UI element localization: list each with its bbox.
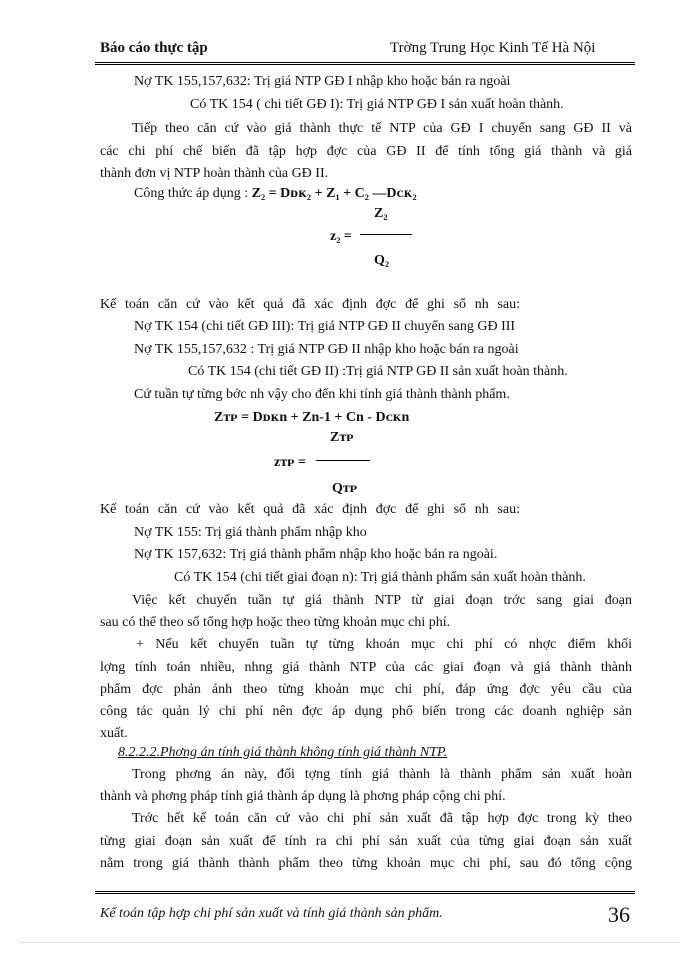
paragraph-line: Kế toán căn cứ vào kết quả đã xác định đợc để ghi sổ nh sau:	[100, 502, 520, 517]
section-heading: 8.2.2.2.Phơng án tính giá thành không tính giá thành NTP.	[118, 745, 448, 760]
paragraph-line: nằm trong giá thành thành phẩm theo từng khoản mục chi phí, sau đó tổng cộng	[100, 856, 632, 871]
paragraph-line: lợng tính toán nhiều, nhng giá thành NTP của các giai đoạn và giá thành thành	[100, 660, 632, 675]
paragraph-line: từng giai đoạn sản xuất để tính ra chi phí sản xuất của từng giai đoạn sản xuất	[100, 834, 632, 849]
text-line: Nợ TK 155,157,632: Trị giá NTP GĐ I nhập kho hoặc bán ra ngoài	[134, 74, 511, 89]
page-number: 36	[608, 902, 630, 927]
fraction-bar	[360, 234, 412, 235]
footer-title: Kế toán tập hợp chi phí sản xuất và tính giá thành sản phẩm.	[100, 906, 443, 921]
paragraph-line: Trớc hết kế toán căn cứ vào chi phí sản xuất đã tập hợp đợc trong kỳ theo	[132, 811, 632, 826]
fraction-denominator: Q₂	[374, 253, 390, 268]
fraction-bar	[316, 460, 370, 461]
page-bottom-border	[20, 942, 680, 943]
formula-label: Công thức áp dụng :	[134, 186, 252, 201]
formula-expression: Z₂ = Dᴅᴋ₂ + Z₁ + C₂ —Dᴄᴋ₂	[251, 186, 417, 201]
paragraph-line: thành đơn vị NTP hoàn thành của GĐ II.	[100, 166, 329, 181]
paragraph-line: + Nếu kết chuyển tuần tự từng khoản mục chi phí có nhợc điểm khối	[136, 637, 632, 652]
text-line: Nợ TK 155: Trị giá thành phẩm nhập kho	[134, 525, 367, 540]
text-line: Có TK 154 (chi tiết GĐ II) :Trị giá NTP GĐ II sản xuất hoàn thành.	[188, 364, 568, 379]
paragraph-line: Trong phơng án này, đối tợng tính giá thành là thành phẩm sản xuất hoàn	[132, 767, 632, 782]
text-line: Nợ TK 155,157,632 : Trị giá NTP GĐ II nhập kho hoặc bán ra ngoài	[134, 342, 519, 357]
paragraph-line: thành và phơng pháp tính giá thành áp dụng là phơng pháp cộng chi phí.	[100, 789, 506, 804]
header-school-name: Trờng Trung Học Kinh Tế Hà Nội	[390, 40, 596, 56]
paragraph-line: Tiếp theo căn cứ vào giá thành thực tế NTP của GĐ I chuyển sang GĐ II và	[132, 121, 632, 136]
text-line: Nợ TK 154 (chi tiết GĐ III): Trị giá NTP GĐ II chuyển sang GĐ III	[134, 319, 516, 334]
header-divider	[95, 62, 635, 65]
paragraph-line: Việc kết chuyển tuần tự giá thành NTP từ giai đoạn trớc sang giai đoạn	[132, 593, 632, 608]
formula-line	[134, 186, 417, 202]
text-line: Có TK 154 ( chi tiết GĐ I): Trị giá NTP GĐ I sản xuất hoàn thành.	[190, 97, 564, 112]
paragraph-line: phẩm đợc phản ánh theo từng khoản mục chi phí, đáp ứng đợc yêu cầu của	[100, 682, 632, 697]
fraction-lhs: zᴛᴘ =	[274, 455, 306, 470]
paragraph-line: sau có thể theo số tổng hợp hoặc theo từng khoản mục chi phí.	[100, 615, 451, 630]
formula-expression: Zᴛᴘ = Dᴅᴋn + Zn-1 + Cn - Dᴄᴋn	[214, 410, 410, 425]
footer-divider	[95, 891, 635, 894]
fraction-denominator: Qᴛᴘ	[332, 481, 358, 496]
text-line: Cứ tuần tự từng bớc nh vậy cho đến khi tính giá thành thành phẩm.	[134, 387, 510, 402]
text-line: Có TK 154 (chi tiết giai đoạn n): Trị giá thành phẩm sản xuất hoàn thành.	[174, 570, 586, 585]
fraction-lhs: z₂ =	[330, 229, 352, 244]
header-report-title: Báo cáo thực tập	[100, 40, 208, 56]
paragraph-line: Kế toán căn cứ vào kết quả đã xác định đợc để ghi sổ nh sau:	[100, 297, 520, 312]
fraction-numerator: Zᴛᴘ	[330, 430, 354, 445]
paragraph-line: các chi phí chế biến đã tập hợp đợc của GĐ II để tính tổng giá thành và giá	[100, 144, 632, 159]
fraction-numerator: Z₂	[374, 206, 388, 221]
paragraph-line: xuất.	[100, 726, 128, 741]
text-line: Nợ TK 157,632: Trị giá thành phẩm nhập kho hoặc bán ra ngoài.	[134, 547, 498, 562]
paragraph-line: công tác quản lý chi phí nên đợc áp dụng phổ biến trong các doanh nghiệp sản	[100, 704, 632, 719]
